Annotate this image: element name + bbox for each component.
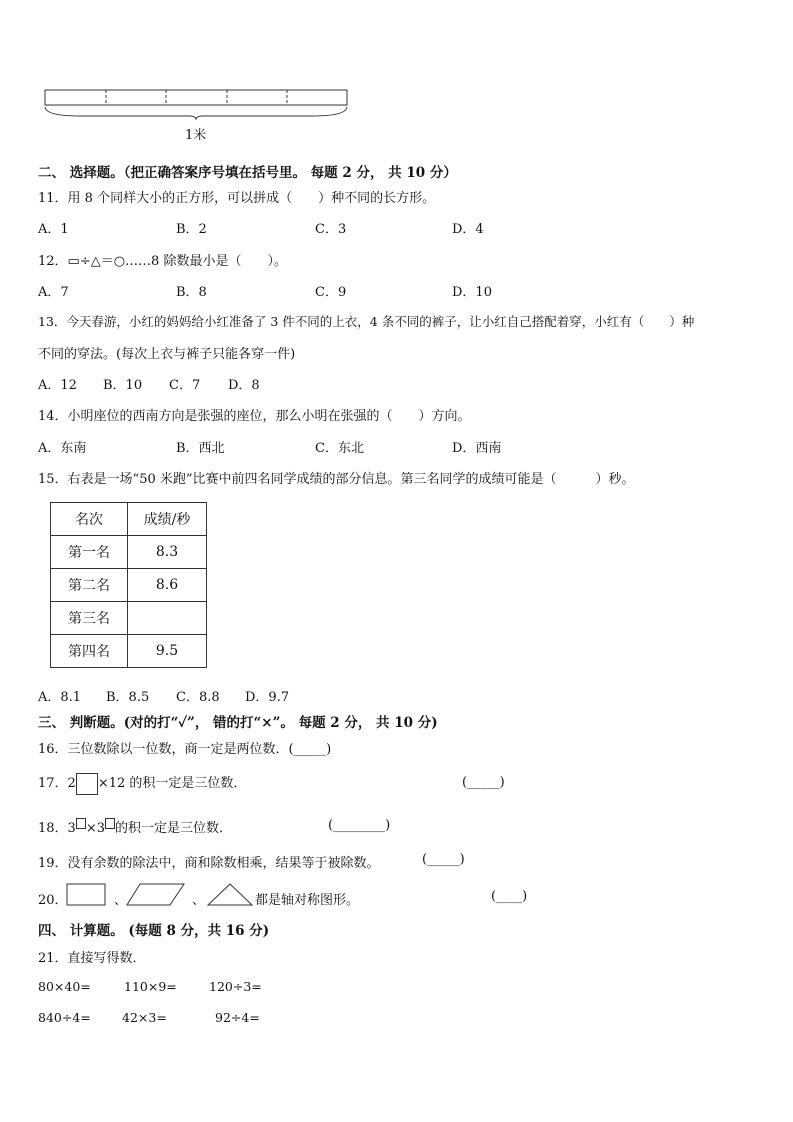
- q15-score-table: [50, 502, 207, 668]
- table-cell-score: 8.6: [128, 569, 207, 602]
- table-header-score: 成绩/秒: [128, 503, 207, 536]
- table-row: [51, 536, 207, 569]
- q17-answer-blank[interactable]: (_____): [462, 775, 505, 790]
- table-cell-rank: 第一名: [51, 536, 128, 569]
- table-row: [51, 635, 207, 668]
- q20-suffix: 都是轴对称图形。: [255, 893, 360, 908]
- q18-prefix: 18．3: [38, 821, 76, 836]
- q13-option-a: A．12: [38, 378, 77, 393]
- q15-option-b: B．8.5: [106, 690, 150, 705]
- table-header-row: [51, 503, 207, 536]
- q17-digit-box: [76, 773, 98, 795]
- q18-digit-box-1: [76, 818, 86, 829]
- q14-option-a: A．东南: [38, 441, 87, 456]
- q13-text-line2: 不同的穿法。(每次上衣与裤子只能各穿一件): [38, 347, 296, 362]
- q18-digit-box-2: [105, 818, 115, 829]
- q19-text: 19．没有余数的除法中，商和除数相乘，结果等于被除数。: [38, 856, 380, 871]
- q11-option-c: C．3: [315, 222, 347, 237]
- table-cell-rank: 第三名: [51, 602, 128, 635]
- q12-option-a: A．7: [38, 285, 69, 300]
- parallelogram-shape-icon: [126, 882, 186, 908]
- q14-option-b: B．西北: [176, 441, 225, 456]
- section4-heading: 四、 计算题。 (每题 8 分，共 16 分): [38, 923, 270, 939]
- table-cell-rank: 第四名: [51, 635, 128, 668]
- q14-option-c: C．东北: [315, 441, 364, 456]
- q13-option-c: C．7: [169, 378, 201, 393]
- q18-line: [38, 817, 232, 836]
- q19-answer-blank[interactable]: (_____): [422, 852, 465, 867]
- q21-row1-item1: 80×40=: [38, 979, 91, 994]
- ruler-svg: [40, 86, 352, 120]
- q13-option-d: D．8: [228, 378, 260, 393]
- table-cell-rank: 第二名: [51, 569, 128, 602]
- q11-option-b: B．2: [176, 222, 207, 237]
- q21-row2-item3: 92÷4=: [215, 1010, 260, 1025]
- q16-text: 16．三位数除以一位数，商一定是两位数．(_____): [38, 742, 332, 757]
- q20-sep2: 、: [192, 893, 206, 908]
- q11-option-d: D．4: [452, 222, 484, 237]
- q11-option-a: A．1: [38, 222, 69, 237]
- table-row: [51, 602, 207, 635]
- q13-option-b: B．10: [103, 378, 143, 393]
- ruler-label: 1米: [185, 128, 207, 143]
- table-header-rank: 名次: [51, 503, 128, 536]
- q20-sep1: 、: [114, 893, 128, 908]
- q20-prefix: 20．: [38, 893, 68, 908]
- q21-row1-item2: 110×9=: [124, 979, 177, 994]
- rectangle-shape-icon: [66, 882, 108, 908]
- q21-row2-item1: 840÷4=: [38, 1010, 91, 1025]
- q15-option-d: D．9.7: [245, 690, 290, 705]
- q12-option-c: C．9: [315, 285, 347, 300]
- q17-suffix: ×12 的积一定是三位数．: [97, 776, 247, 791]
- q12-option-d: D．10: [452, 285, 492, 300]
- q18-middle: ×3: [85, 821, 105, 836]
- q15-option-a: A．8.1: [38, 690, 82, 705]
- q12-option-b: B．8: [176, 285, 207, 300]
- q14-text: 14．小明座位的西南方向是张强的座位，那么小明在张强的（ ）方向。: [38, 409, 471, 424]
- q21-text: 21．直接写得数．: [38, 951, 146, 966]
- q14-option-d: D．西南: [452, 441, 502, 456]
- q21-row1-item3: 120÷3=: [209, 979, 262, 994]
- q12-text: 12．▭÷△＝○……8 除数最小是（ ）。: [38, 254, 287, 269]
- triangle-shape-icon: [206, 882, 254, 908]
- section3-heading: 三、 判断题。(对的打“✓”， 错的打“×”。 每题 2 分， 共 10 分): [38, 715, 438, 731]
- q18-answer-blank[interactable]: (________): [328, 818, 391, 833]
- q17-line: [38, 772, 246, 795]
- q11-text: 11．用 8 个同样大小的正方形，可以拼成（ ）种不同的长方形。: [38, 191, 436, 206]
- table-cell-score: 9.5: [128, 635, 207, 668]
- q18-suffix: 的积一定是三位数．: [115, 821, 233, 836]
- table-cell-score: [128, 602, 207, 635]
- table-row: [51, 569, 207, 602]
- q17-prefix: 17．2: [38, 776, 76, 791]
- q20-answer-blank[interactable]: (____): [491, 889, 528, 904]
- q21-row2-item2: 42×3=: [122, 1010, 167, 1025]
- q15-text: 15．右表是一场“50 米跑”比赛中前四名同学成绩的部分信息。第三名同学的成绩可能是（ ）秒。: [38, 472, 635, 487]
- section2-heading: 二、 选择题。（把正确答案序号填在括号里。 每题 2 分， 共 10 分）: [38, 165, 457, 181]
- q13-text-line1: 13．今天春游，小红的妈妈给小红准备了 3 件不同的上衣，4 条不同的裤子，让小红自己搭配着穿，小红有（ ）种: [38, 314, 695, 329]
- q15-option-c: C．8.8: [176, 690, 220, 705]
- table-cell-score: 8.3: [128, 536, 207, 569]
